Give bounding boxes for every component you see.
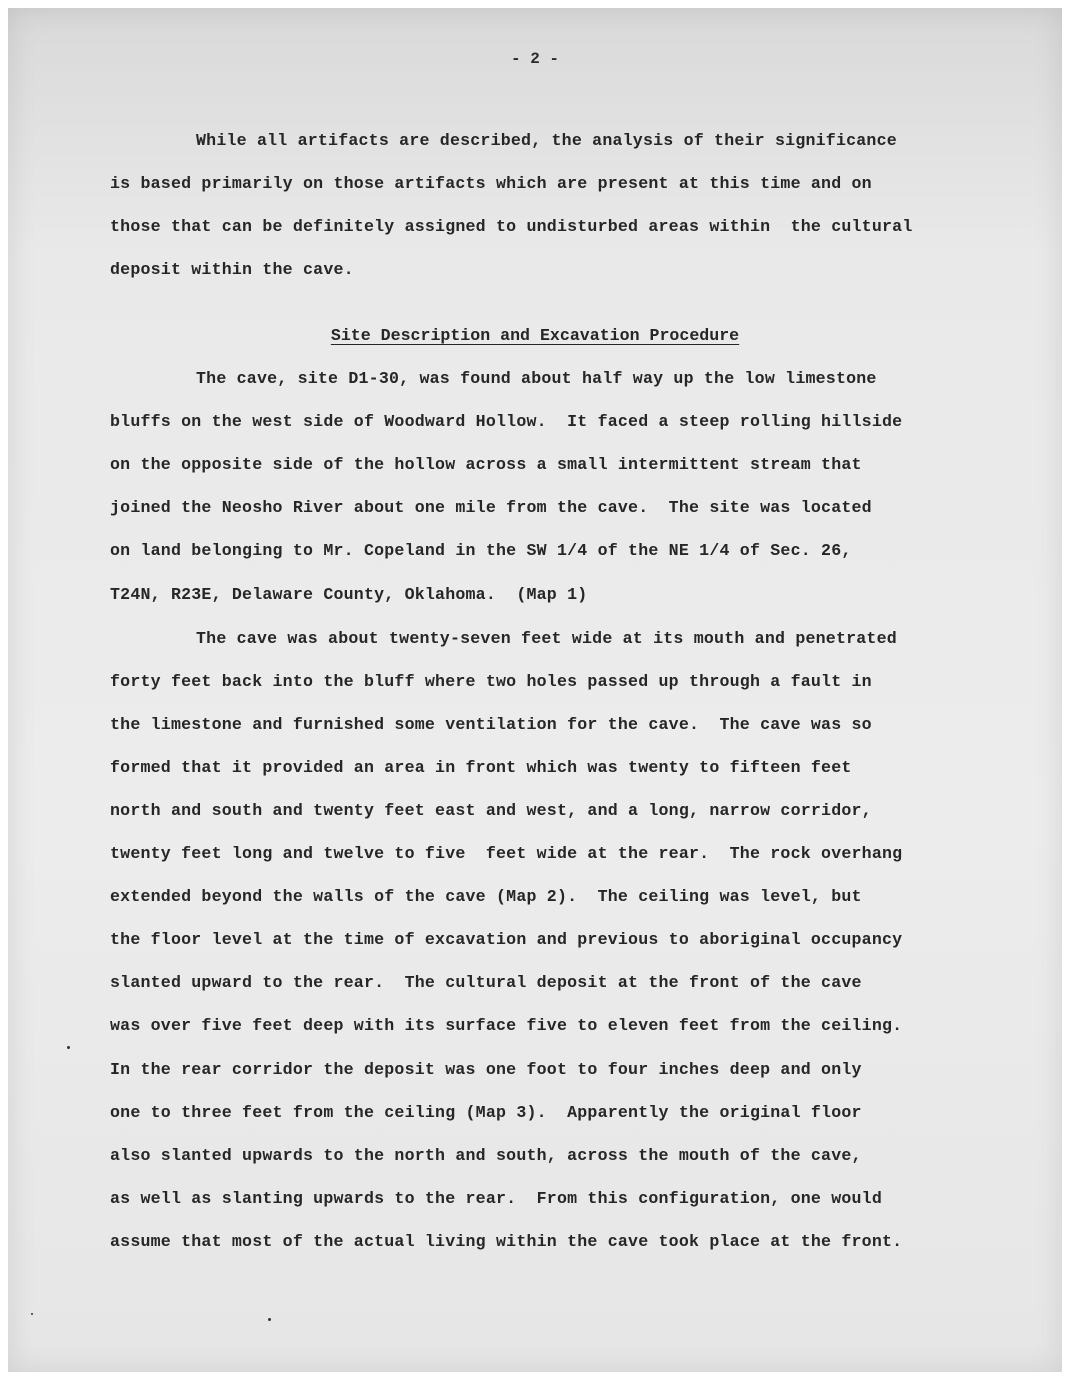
- cave-line-9: slanted upward to the rear. The cultural deposit at the front of the cave: [110, 973, 862, 992]
- site-line-2: bluffs on the west side of Woodward Hollow. It faced a steep rolling hillside: [110, 412, 903, 431]
- cave-line-2: forty feet back into the bluff where two holes passed up through a fault in: [110, 672, 872, 691]
- scan-speck: [67, 1046, 70, 1049]
- site-line-3: on the opposite side of the hollow across a small intermittent stream that: [110, 455, 862, 474]
- cave-line-3: the limestone and furnished some ventilation for the cave. The cave was so: [110, 715, 872, 734]
- intro-line-2: is based primarily on those artifacts which are present at this time and on: [110, 174, 872, 193]
- cave-line-14: as well as slanting upwards to the rear. From this configuration, one would: [110, 1189, 882, 1208]
- cave-line-12: one to three feet from the ceiling (Map 3). Apparently the original floor: [110, 1103, 862, 1122]
- cave-line-6: twenty feet long and twelve to five feet wide at the rear. The rock overhang: [110, 844, 903, 863]
- cave-line-10: was over five feet deep with its surface five to eleven feet from the ceiling.: [110, 1016, 903, 1035]
- cave-line-13: also slanted upwards to the north and south, across the mouth of the cave,: [110, 1146, 862, 1165]
- cave-line-4: formed that it provided an area in front which was twenty to fifteen feet: [110, 758, 852, 777]
- intro-line-1: While all artifacts are described, the analysis of their significance: [196, 131, 897, 150]
- scan-speck: [31, 1313, 33, 1315]
- intro-line-3: those that can be definitely assigned to undisturbed areas within the cultural: [110, 217, 913, 236]
- cave-line-11: In the rear corridor the deposit was one foot to four inches deep and only: [110, 1060, 862, 1079]
- site-line-4: joined the Neosho River about one mile from the cave. The site was located: [110, 498, 872, 517]
- scan-speck: [268, 1318, 271, 1321]
- intro-line-4: deposit within the cave.: [110, 260, 354, 279]
- cave-line-1: The cave was about twenty-seven feet wide at its mouth and penetrated: [196, 629, 897, 648]
- cave-line-5: north and south and twenty feet east and west, and a long, narrow corridor,: [110, 801, 872, 820]
- cave-line-15: assume that most of the actual living within the cave took place at the front.: [110, 1232, 903, 1251]
- page-number: - 2 -: [510, 50, 559, 68]
- site-line-5: on land belonging to Mr. Copeland in the SW 1/4 of the NE 1/4 of Sec. 26,: [110, 541, 852, 560]
- section-heading: Site Description and Excavation Procedure: [330, 326, 740, 345]
- site-line-6: T24N, R23E, Delaware County, Oklahoma. (Map 1): [110, 585, 588, 604]
- site-line-1: The cave, site D1-30, was found about half way up the low limestone: [196, 369, 877, 388]
- cave-line-8: the floor level at the time of excavation and previous to aboriginal occupancy: [110, 930, 903, 949]
- cave-line-7: extended beyond the walls of the cave (Map 2). The ceiling was level, but: [110, 887, 862, 906]
